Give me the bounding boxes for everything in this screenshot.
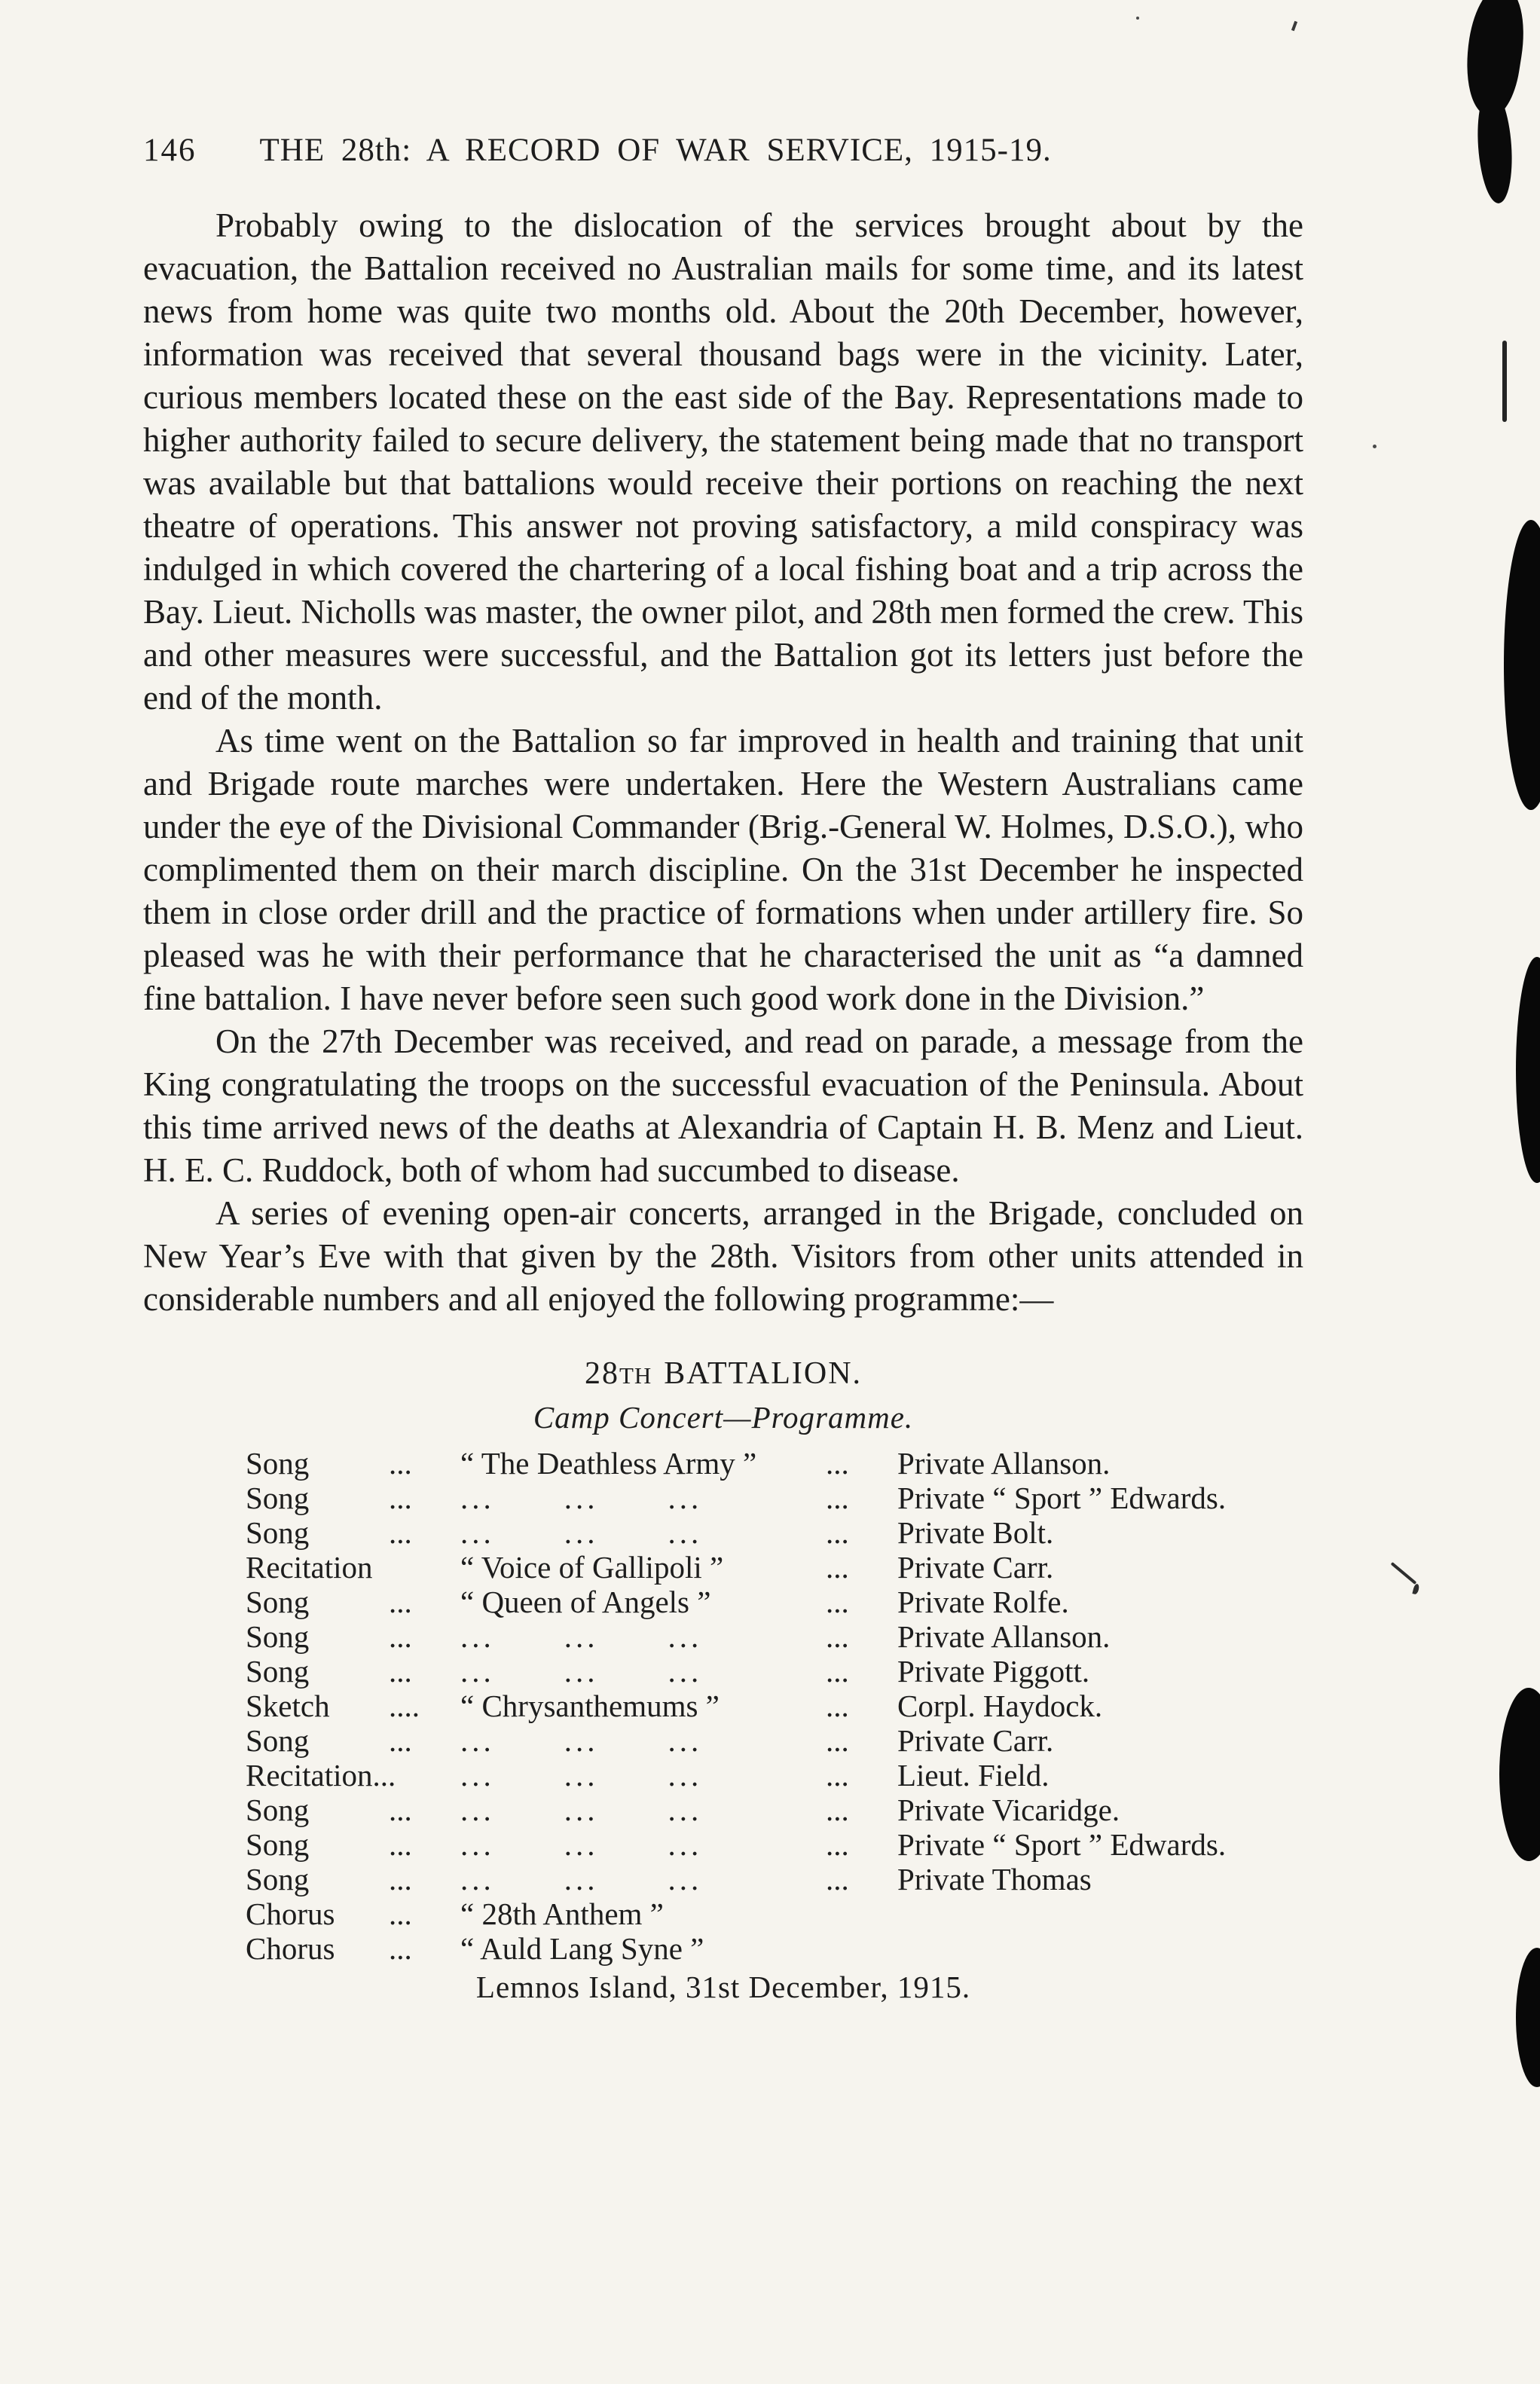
page-number: 146 [143,133,197,168]
programme-cell: ... [826,1827,849,1862]
programme-cell: ... [389,1897,412,1931]
programme-heading-ordinal: TH [619,1362,652,1389]
programme-heading [143,1356,1303,1392]
programme-cell: ... [826,1585,849,1619]
programme-cell: Song [246,1723,310,1758]
paragraph: As time went on the Battalion so far improved in health and training that unit and Brigade route marches were undertaken. Here the Western Australians came under the eye of the Divisional Commander (Brig.-General W. Holmes, D.S.O.), who complimented them on their march discipline. On the 31st December he inspected them in close order drill and the practice of formations when under artillery fire. So pleased was he with their performance that he characterised the unit as “a damned fine battalion. I have never before seen such good work done in the Division.” [143,722,1303,1017]
programme-cell: “ Queen of Angels ” [460,1585,711,1619]
programme-cell: “ The Deathless Army ” [460,1446,757,1481]
scan-speck [1136,17,1139,20]
programme-cell: ... [826,1481,849,1515]
programme-cell: ... [389,1619,412,1654]
programme-row [246,1931,1303,1966]
programme-cell: ... ... ... [460,1481,703,1515]
programme-cell: ... ... ... [460,1619,703,1654]
programme-cell: Private Thomas [897,1862,1092,1897]
programme-cell: “ Voice of Gallipoli ” [460,1550,724,1585]
programme-row [246,1827,1303,1862]
programme-heading-rest: BATTALION. [664,1356,863,1391]
programme-cell: Song [246,1862,310,1897]
programme-cell: Song [246,1827,310,1862]
concert-programme [143,1356,1303,2005]
programme-cell: ... [826,1723,849,1758]
programme-cell: Corpl. Haydock. [897,1689,1103,1723]
programme-row [246,1585,1303,1619]
programme-cell: Chorus [246,1897,335,1931]
programme-row [246,1550,1303,1585]
programme-cell: “ Auld Lang Syne ” [460,1931,704,1966]
programme-row [246,1723,1303,1758]
programme-subheading: Camp Concert—Programme. [533,1400,914,1435]
programme-cell: ... [826,1515,849,1550]
programme-cell: ... [389,1585,412,1619]
programme-cell: Private “ Sport ” Edwards. [897,1481,1227,1515]
programme-row [246,1689,1303,1723]
programme-cell: ... [389,1654,412,1689]
paragraph: Probably owing to the dislocation of the services brought about by the evacuation, the Battalion received no Australian mails for some time, and its latest news from home was quite two months old. About the 20th December, however, information was received that several thousand bags were in the vicinity. Later, curious members located these on the east side of the Bay. Representations made to higher authority failed to secure delivery, the statement being made that no transport was available but that battalions would receive their portions on reaching the next theatre of operations. This answer not proving satisfactory, a mild conspiracy was indulged in which covered the chartering of a local fishing boat and a trip across the Bay. Lieut. Nicholls was master, the owner pilot, and 28th men formed the crew. This and other measures were successful, and the Battalion got its letters just before the end of the month. [143,206,1303,717]
running-header [143,134,1303,167]
programme-cell: Private Allanson. [897,1619,1111,1654]
programme-cell: ... [826,1793,849,1827]
programme-cell: Private Carr. [897,1723,1054,1758]
programme-row [246,1654,1303,1689]
programme-row [246,1758,1303,1793]
programme-cell: ... [389,1827,412,1862]
programme-cell: ... [389,1515,412,1550]
programme-cell: Song [246,1515,310,1550]
programme-cell: Song [246,1585,310,1619]
programme-row [246,1515,1303,1550]
body-text [143,204,1303,1321]
paragraph: On the 27th December was received, and read on parade, a message from the King congratulating the troops on the successful evacuation of the Peninsula. About this time arrived news of the deaths at Alexandria of Captain H. B. Menz and Lieut. H. E. C. Ruddock, both of whom had succumbed to disease. [143,1022,1303,1189]
programme-cell: ... [826,1654,849,1689]
programme-cell: Recitation [246,1550,373,1585]
programme-cell [897,1897,1303,1931]
programme-cell: Private “ Sport ” Edwards. [897,1827,1227,1862]
programme-cell [389,1758,460,1793]
programme-cell: ... ... ... [460,1827,703,1862]
programme-cell [826,1931,897,1966]
programme-cell: Private Vicaridge. [897,1793,1120,1827]
programme-cell: ... [826,1446,849,1481]
programme-cell: Recitation... [246,1758,396,1793]
programme-cell [826,1897,897,1931]
programme-row [246,1446,1303,1481]
programme-cell: ... [389,1723,412,1758]
programme-cell: ... ... ... [460,1654,703,1689]
scan-artifact-thin-line [1502,341,1507,422]
programme-cell: ... [826,1550,849,1585]
programme-cell: Chorus [246,1931,335,1966]
paragraph: A series of evening open-air concerts, arranged in the Brigade, concluded on New Year’s Eve with that given by the 28th. Visitors from other units attended in considerable numbers and all enjoyed the following programme:— [143,1194,1303,1318]
programme-cell: “ Chrysanthemums ” [460,1689,720,1723]
programme-cell: ... ... ... [460,1515,703,1550]
programme-row [246,1862,1303,1897]
page-title: THE 28th: A RECORD OF WAR SERVICE, 1915-19. [259,133,1052,168]
programme-cell: “ 28th Anthem ” [460,1897,664,1931]
programme-cell: ... [826,1758,849,1793]
programme-cell: Song [246,1793,310,1827]
programme-cell: ... [389,1931,412,1966]
programme-cell: ... [826,1619,849,1654]
programme-cell [389,1550,460,1585]
programme-cell: Private Piggott. [897,1654,1090,1689]
scan-speck [1373,445,1377,448]
programme-cell: Lieut. Field. [897,1758,1050,1793]
programme-cell [897,1931,1303,1966]
programme-cell: ... [389,1793,412,1827]
programme-cell: ... [389,1862,412,1897]
programme-row [246,1481,1303,1515]
programme-cell: ... [389,1446,412,1481]
programme-cell: Sketch [246,1689,330,1723]
programme-cell: ... [389,1481,412,1515]
programme-cell: Song [246,1481,310,1515]
programme-footer: Lemnos Island, 31st December, 1915. [475,1970,971,2004]
programme-cell: ... ... ... [460,1862,703,1897]
programme-cell: ... [826,1862,849,1897]
programme-row [246,1793,1303,1827]
programme-cell: Song [246,1619,310,1654]
programme-table [246,1446,1303,1966]
programme-cell: Private Bolt. [897,1515,1054,1550]
programme-cell: ... [826,1689,849,1723]
programme-cell: Private Carr. [897,1550,1054,1585]
programme-rows [246,1446,1303,1966]
programme-cell: Song [246,1654,310,1689]
programme-cell: ... ... ... [460,1758,703,1793]
programme-cell: ... ... ... [460,1723,703,1758]
programme-row [246,1897,1303,1931]
programme-cell: Song [246,1446,310,1481]
programme-heading-number: 28 [584,1356,619,1391]
programme-cell: ... ... ... [460,1793,703,1827]
programme-cell: Private Allanson. [897,1446,1111,1481]
programme-row [246,1619,1303,1654]
programme-cell: Private Rolfe. [897,1585,1069,1619]
programme-cell: .... [389,1689,420,1723]
